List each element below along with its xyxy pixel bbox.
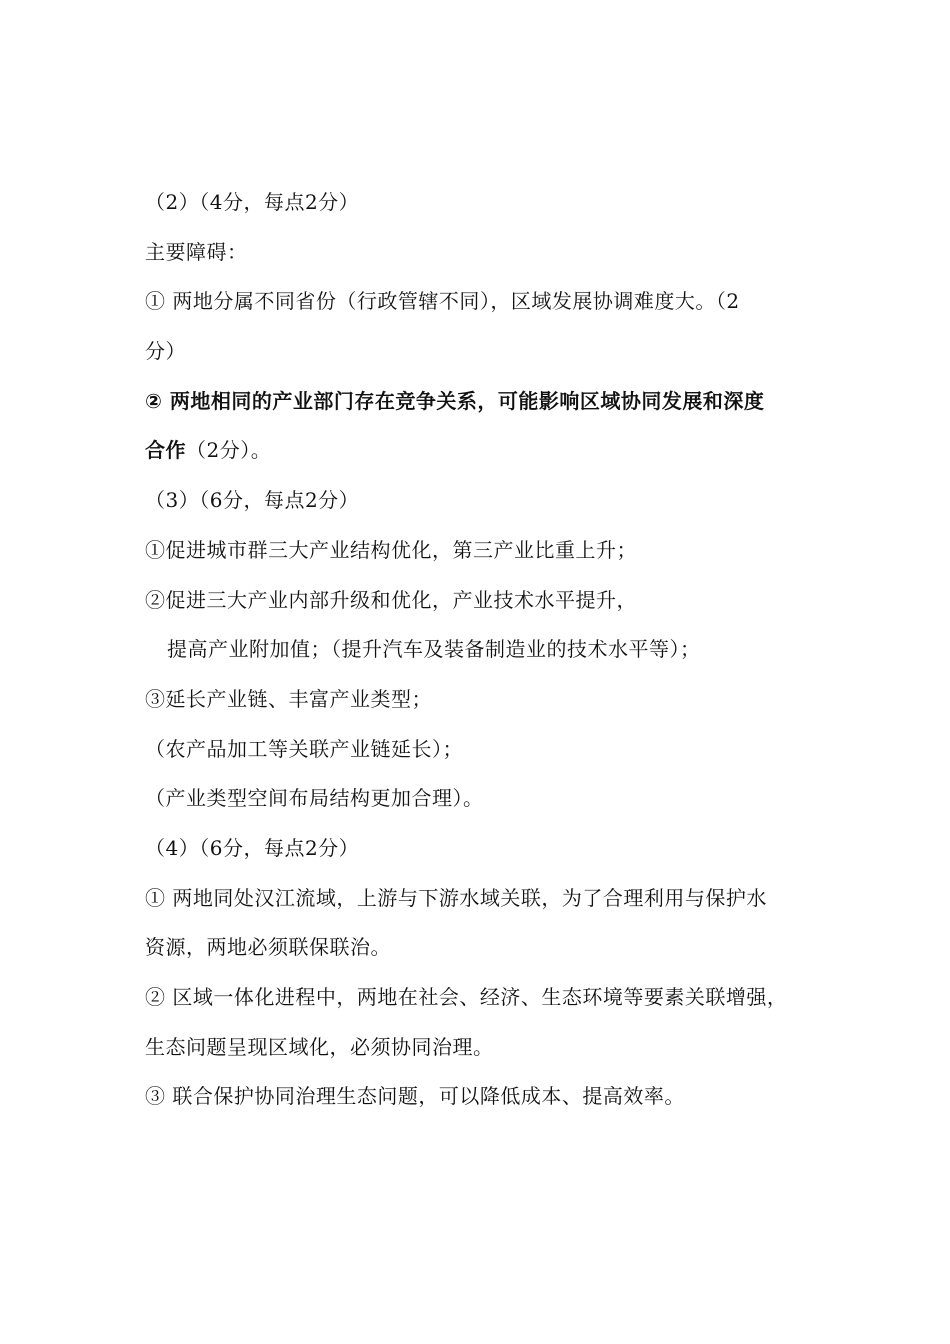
q3-point-3-note-2: （产业类型空间布局结构更加合理）。 xyxy=(145,786,484,811)
q4-point-2-cont: 生态问题呈现区域化，必须协同治理。 xyxy=(145,1034,494,1059)
q3-point-2: ②促进三大产业内部升级和优化，产业技术水平提升， xyxy=(145,587,637,612)
q4-point-1-cont: 资源，两地必须联保联治。 xyxy=(145,935,391,960)
q2-point-2: ② 两地相同的产业部门存在竞争关系，可能影响区域协同发展和深度 xyxy=(145,388,765,413)
q2-point-1-cont: 分） xyxy=(145,339,186,364)
q4-point-1: ① 两地同处汉江流域，上游与下游水域关联，为了合理利用与保护水 xyxy=(145,885,767,910)
q4-point-2: ② 区域一体化进程中，两地在社会、经济、生态环境等要素关联增强， xyxy=(145,985,788,1009)
q2-point-2-score: （2分）。 xyxy=(186,438,272,463)
q3-point-3-note-1: （农产品加工等关联产业链延长）； xyxy=(145,736,463,761)
q2-point-2-bold: 合作 xyxy=(145,438,186,463)
q2-point-2-cont xyxy=(145,426,850,476)
q3-point-1: ①促进城市群三大产业结构优化，第三产业比重上升； xyxy=(145,537,637,562)
q3-point-3: ③延长产业链、丰富产业类型； xyxy=(145,686,432,711)
q4-point-3: ③ 联合保护协同治理生态问题，可以降低成本、提高效率。 xyxy=(145,1084,685,1109)
q3-point-2-cont: 提高产业附加值；（提升汽车及装备制造业的技术水平等）； xyxy=(167,637,701,662)
answer-document xyxy=(145,178,850,1122)
q2-header: （2）（4分，每点2分） xyxy=(145,190,360,214)
q3-header: （3）（6分，每点2分） xyxy=(145,488,360,513)
q4-header: （4）（6分，每点2分） xyxy=(145,835,360,860)
q2-point-1: ① 两地分属不同省份（行政管辖不同），区域发展协调难度大。（2 xyxy=(145,289,740,314)
q2-label: 主要障碍： xyxy=(145,239,248,264)
